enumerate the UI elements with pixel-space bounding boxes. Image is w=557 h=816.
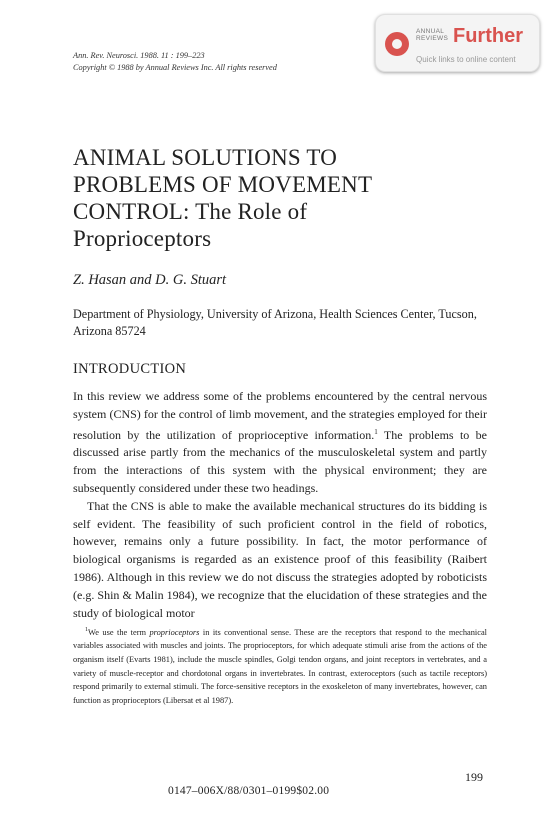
title-line: PROBLEMS OF MOVEMENT [73, 172, 373, 197]
paragraph [73, 388, 487, 498]
badge-publisher-label [416, 28, 448, 42]
body-text [73, 388, 487, 622]
footnote-text [73, 624, 487, 707]
article-title [73, 144, 372, 252]
journal-citation [73, 50, 277, 74]
paragraph-text: In this review we address some of the problems encountered by the central nervous system (CNS) for the control of limb movement, and the strategies employed for their resolution by the utilization of proprioceptive information. [73, 389, 487, 442]
paragraph-text: The problems to be discussed arise partly from the mechanics of the musculoskeletal system and partly from the interactions of this system with the physical environment; they are subsequently considered under these two headings. [73, 427, 487, 495]
title-line: Proprioceptors [73, 226, 212, 251]
authors: Z. Hasan and D. G. Stuart [73, 272, 227, 288]
footnote-term: proprioceptors [149, 627, 200, 637]
further-badge[interactable] [375, 14, 540, 72]
journal-citation-line: Ann. Rev. Neurosci. 1988. 11 : 199–223 [73, 51, 205, 60]
badge-publisher-line2: REVIEWS [416, 35, 449, 42]
article-code: 0147–006X/88/0301–0199$02.00 [168, 785, 330, 797]
footnote [73, 624, 487, 707]
badge-publisher-line1: ANNUAL [416, 28, 445, 35]
footnote-text-part: in its conventional sense. These are the receptors that respond to the mechanical variables associated with muscles and joints. The proprioceptors, for which adequate stimuli arise from the actions of the organism itself (Evarts 1981), include the muscle spindles, Golgi tendon organs, and joint receptors in vertebrates, and a variety of muscle-receptor and chordotonal organs in invertebrates. In contrast, exteroceptors (such as tactile receptors) respond primarily to external stimuli. The force-sensitive receptors in the exoskeleton of many invertebrates, however, can function as proprioceptors (Libersat et al 1987). [73, 627, 488, 705]
page-number: 199 [465, 770, 483, 784]
badge-subtitle: Quick links to online content [416, 55, 516, 64]
copyright-line: Copyright © 1988 by Annual Reviews Inc. All rights reserved [73, 63, 277, 72]
footnote-text-part: We use the term [88, 627, 150, 637]
footnote-number: 1 [85, 627, 88, 633]
affiliation: Department of Physiology, University of Arizona, Health Sciences Center, Tucson, Arizona 85724 [73, 307, 477, 338]
paragraph: That the CNS is able to make the available mechanical structures do its bidding is self evident. The feasibility of such proficient control in the field of robotics, however, remains only a future possibility. In fact, the motor performance of biological organisms is regarded as an existence proof of this feasibility (Raibert 1986). Although in this review we do not discuss the strategies adopted by roboticists (e.g. Shin & Malin 1984), we recognize that the elucidation of these strategies and the study of biological motor [73, 498, 487, 620]
section-heading: INTRODUCTION [73, 361, 187, 377]
title-line: ANIMAL SOLUTIONS TO [73, 145, 338, 170]
badge-further-label: Further [453, 25, 523, 47]
footnote-mark[interactable]: 1 [374, 427, 378, 436]
title-line: CONTROL: The Role of [73, 199, 308, 224]
annual-reviews-logo-icon [385, 32, 409, 56]
